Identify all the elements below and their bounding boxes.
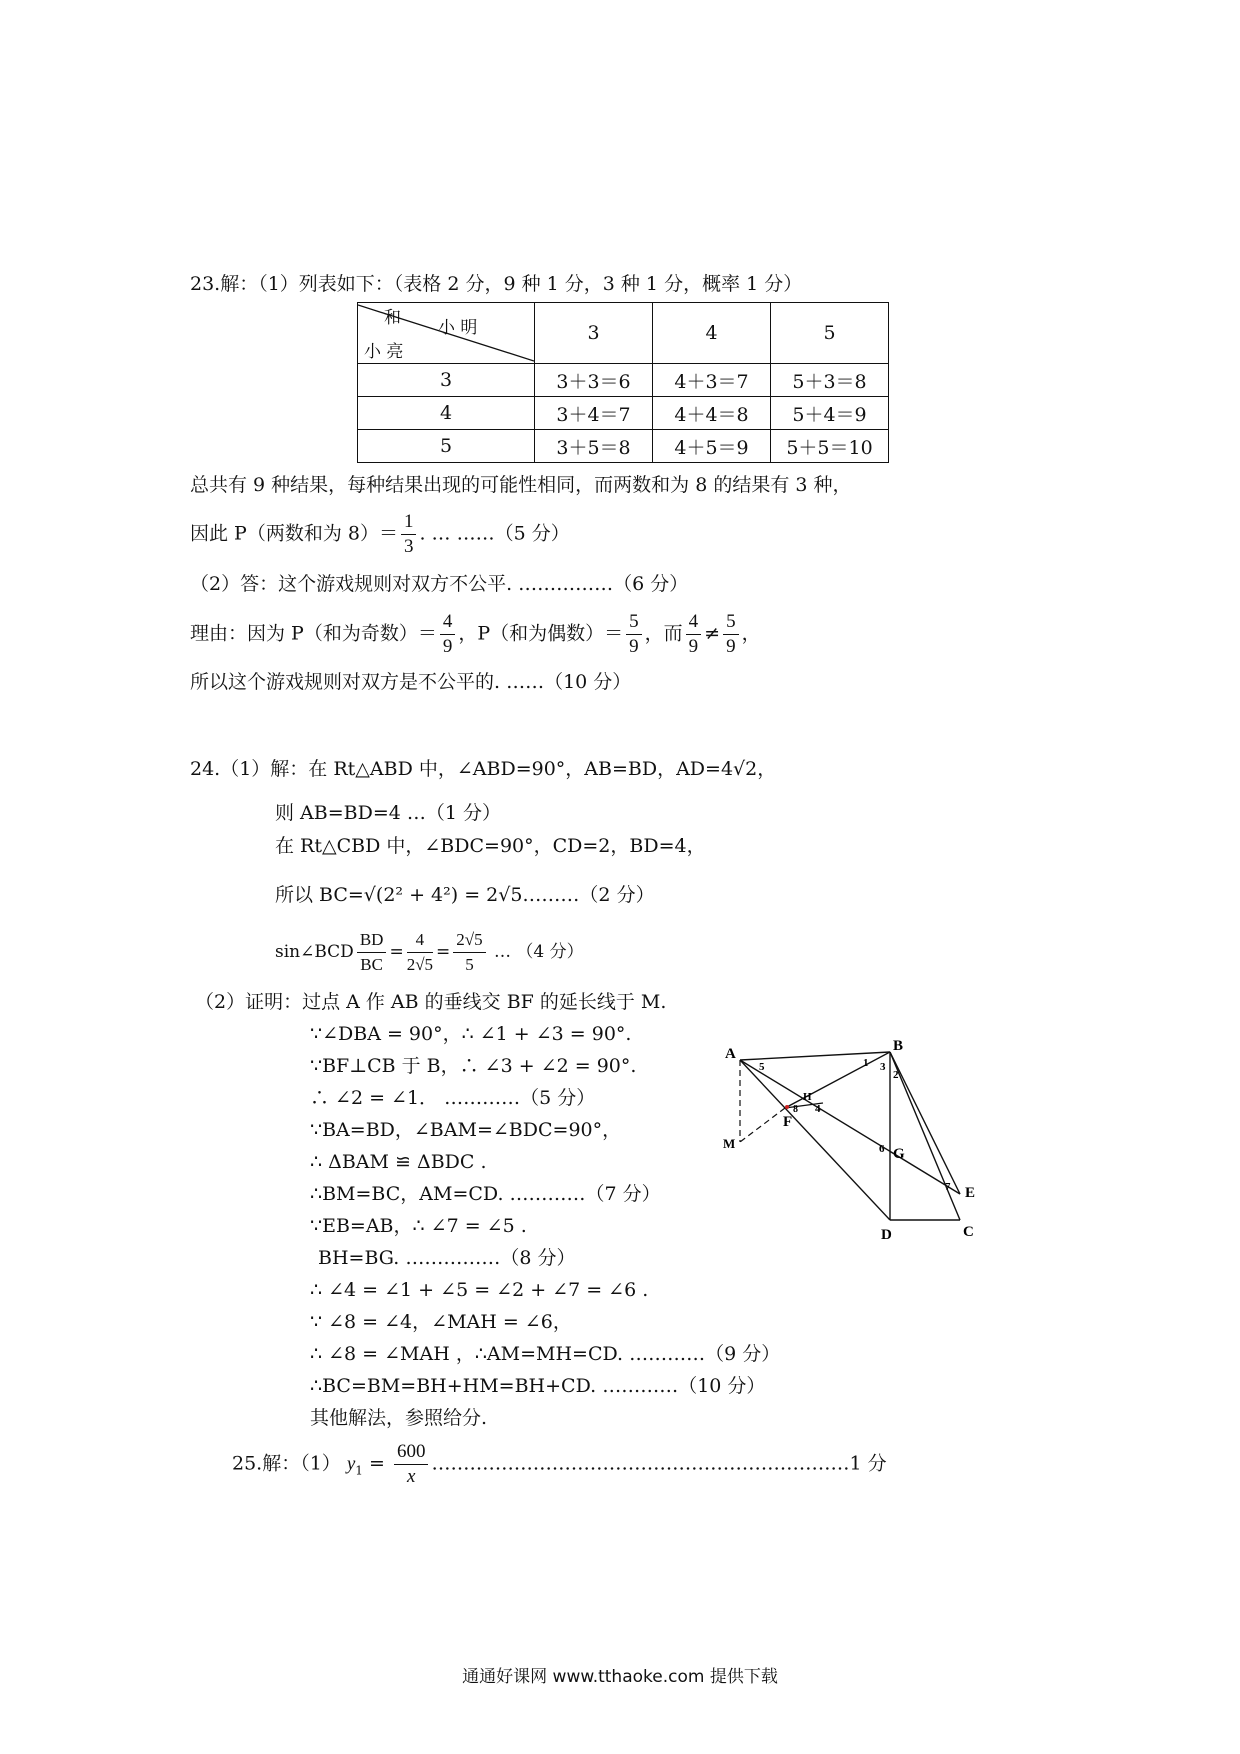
q25-line	[232, 1440, 887, 1489]
table-cell: 5＋5＝10	[771, 430, 889, 463]
col-header: 3	[535, 303, 653, 364]
line4-text-a: 理由：因为 P（和为奇数）＝	[190, 622, 437, 645]
label-C: C	[963, 1224, 974, 1240]
fraction	[357, 928, 387, 977]
table-cell: 5＋4＝9	[771, 397, 889, 430]
angle-2: 2	[893, 1069, 899, 1081]
proof-step: ∴ ∠4 = ∠1 + ∠5 = ∠2 + ∠7 = ∠6 .	[310, 1279, 649, 1301]
sin-label: sin∠BCD	[275, 942, 354, 962]
fraction	[626, 610, 642, 659]
frac-den: x	[406, 1466, 416, 1487]
proof-step: ∴BM=BC，AM=CD. …………（7 分）	[310, 1183, 661, 1205]
proof-step: 其他解法，参照给分.	[310, 1407, 488, 1429]
label-H: H	[803, 1091, 812, 1103]
col-header: 4	[653, 303, 771, 364]
q24-line4: 所以 BC=√(2² + 4²) = 2√5………（2 分）	[275, 884, 655, 906]
label-D: D	[881, 1227, 892, 1243]
frac-num: 4	[686, 610, 702, 635]
frac-den: 9	[726, 636, 736, 657]
geometry-figure	[715, 1040, 995, 1250]
q23-line3: （2）答：这个游戏规则对双方不公平. ……………（6 分）	[190, 573, 689, 595]
q25-score: 1 分	[849, 1452, 887, 1475]
frac-num: 5	[723, 610, 739, 635]
fraction	[723, 610, 739, 659]
angle-1: 1	[863, 1057, 869, 1069]
not-equal-sign: ≠	[704, 622, 721, 645]
equals-sign: =	[436, 942, 451, 962]
angle-3: 3	[880, 1061, 886, 1073]
corner-xiaoliang-label: 小 亮	[364, 342, 404, 362]
frac-num: 2√5	[453, 928, 485, 953]
proof-step: BH=BG. ……………（8 分）	[318, 1247, 576, 1269]
line2-score: . … ……（5 分）	[419, 522, 570, 545]
corner-sum-label: 和	[384, 308, 401, 328]
line4-text-c: ，而	[644, 622, 683, 645]
frac-den: 9	[629, 636, 639, 657]
proof-step: ∵∠DBA = 90°，∴ ∠1 + ∠3 = 90°.	[310, 1023, 632, 1045]
frac-den: 3	[403, 536, 414, 557]
table-cell: 3＋3＝6	[535, 364, 653, 397]
fraction-one-third	[401, 510, 417, 559]
angle-4: 4	[815, 1103, 821, 1115]
frac-num: 4	[440, 610, 456, 635]
page-footer: 通通好课网 www.tthaoke.com 提供下载	[462, 1667, 778, 1687]
angle-7: 7	[945, 1181, 951, 1193]
q23-line2	[190, 510, 570, 559]
fraction	[453, 928, 485, 977]
frac-den: 5	[465, 955, 474, 974]
angle-5: 5	[759, 1061, 765, 1073]
fraction-600-over-x	[394, 1440, 429, 1489]
proof-step: ∴ ∠8 = ∠MAH ，∴AM=MH=CD. …………（9 分）	[310, 1343, 781, 1365]
table-cell: 4＋3＝7	[653, 364, 771, 397]
table-row	[358, 397, 889, 430]
corner-xiaoming-label: 小 明	[438, 318, 478, 338]
proof-step: ∴ ∠2 = ∠1． …………（5 分）	[310, 1087, 596, 1109]
angle-6: 6	[879, 1143, 885, 1155]
q23-line1: 总共有 9 种结果，每种结果出现的可能性相同，而两数和为 8 的结果有 3 种，	[190, 474, 852, 496]
line5-score: … （4 分）	[488, 942, 584, 962]
col-header: 5	[771, 303, 889, 364]
fraction	[407, 928, 433, 977]
q24-line2: 则 AB=BD=4 …（1 分）	[275, 802, 502, 824]
q23-line4	[190, 610, 761, 659]
outcome-table	[357, 302, 889, 463]
q24-line1: 24.（1）解：在 Rt△ABD 中，∠ABD=90°，AB=BD，AD=4√2，	[190, 758, 777, 780]
q23-intro: 23.解：（1）列表如下：（表格 2 分，9 种 1 分，3 种 1 分，概率 1 分）	[190, 273, 803, 295]
frac-den: BC	[360, 955, 383, 974]
table-row	[358, 364, 889, 397]
table-row	[358, 430, 889, 463]
fraction	[686, 610, 702, 659]
fraction	[440, 610, 456, 659]
equals-sign: =	[368, 1452, 385, 1475]
frac-den: 9	[442, 636, 453, 657]
label-G: G	[893, 1146, 905, 1162]
leader-dots: …………………………………………………………	[431, 1452, 850, 1475]
row-label: 4	[358, 397, 535, 430]
line4-text-e: ，	[741, 622, 761, 645]
label-E: E	[965, 1185, 976, 1201]
label-A: A	[725, 1046, 736, 1062]
subscript: 1	[355, 1463, 363, 1478]
variable-y: y	[346, 1453, 356, 1475]
proof-step: ∴BC=BM=BH+HM=BH+CD. …………（10 分）	[310, 1375, 766, 1397]
equals-sign: =	[389, 942, 404, 962]
frac-num: 4	[407, 928, 433, 953]
frac-num: 5	[626, 610, 642, 635]
row-label: 3	[358, 364, 535, 397]
proof-step: ∴ ΔBAM ≌ ΔBDC .	[310, 1151, 487, 1173]
table-cell: 3＋5＝8	[535, 430, 653, 463]
q24-proof-intro: （2）证明：过点 A 作 AB 的垂线交 BF 的延长线于 M.	[195, 991, 667, 1013]
line2-text: 因此 P（两数和为 8）＝	[190, 522, 398, 545]
table-corner-cell	[358, 303, 535, 364]
proof-step: ∵ ∠8 = ∠4，∠MAH = ∠6，	[310, 1311, 572, 1333]
line4-text-b: ，P（和为偶数）＝	[458, 622, 624, 645]
angle-8: 8	[793, 1104, 798, 1115]
q25-label: 25.解：（1）	[232, 1452, 341, 1475]
table-cell: 4＋4＝8	[653, 397, 771, 430]
proof-step: ∵BF⊥CB 于 B，∴ ∠3 + ∠2 = 90°.	[310, 1055, 637, 1077]
frac-num: 600	[394, 1440, 429, 1465]
frac-den: 9	[688, 636, 699, 657]
q24-line3: 在 Rt△CBD 中，∠BDC=90°，CD=2，BD=4，	[275, 835, 706, 857]
table-cell: 5＋3＝8	[771, 364, 889, 397]
frac-num: 1	[401, 510, 417, 535]
label-M: M	[723, 1136, 736, 1151]
row-label: 5	[358, 430, 535, 463]
table-cell: 3＋4＝7	[535, 397, 653, 430]
table-cell: 4＋5＝9	[653, 430, 771, 463]
label-F: F	[783, 1114, 793, 1130]
frac-num: BD	[357, 928, 387, 953]
q23-line5: 所以这个游戏规则对双方是不公平的. ……（10 分）	[190, 671, 632, 693]
q24-line5	[275, 928, 584, 977]
label-B: B	[893, 1040, 904, 1054]
proof-step: ∵EB=AB，∴ ∠7 = ∠5 .	[310, 1215, 527, 1237]
frac-den: 2√5	[406, 955, 434, 974]
proof-step: ∵BA=BD，∠BAM=∠BDC=90°，	[310, 1119, 622, 1141]
